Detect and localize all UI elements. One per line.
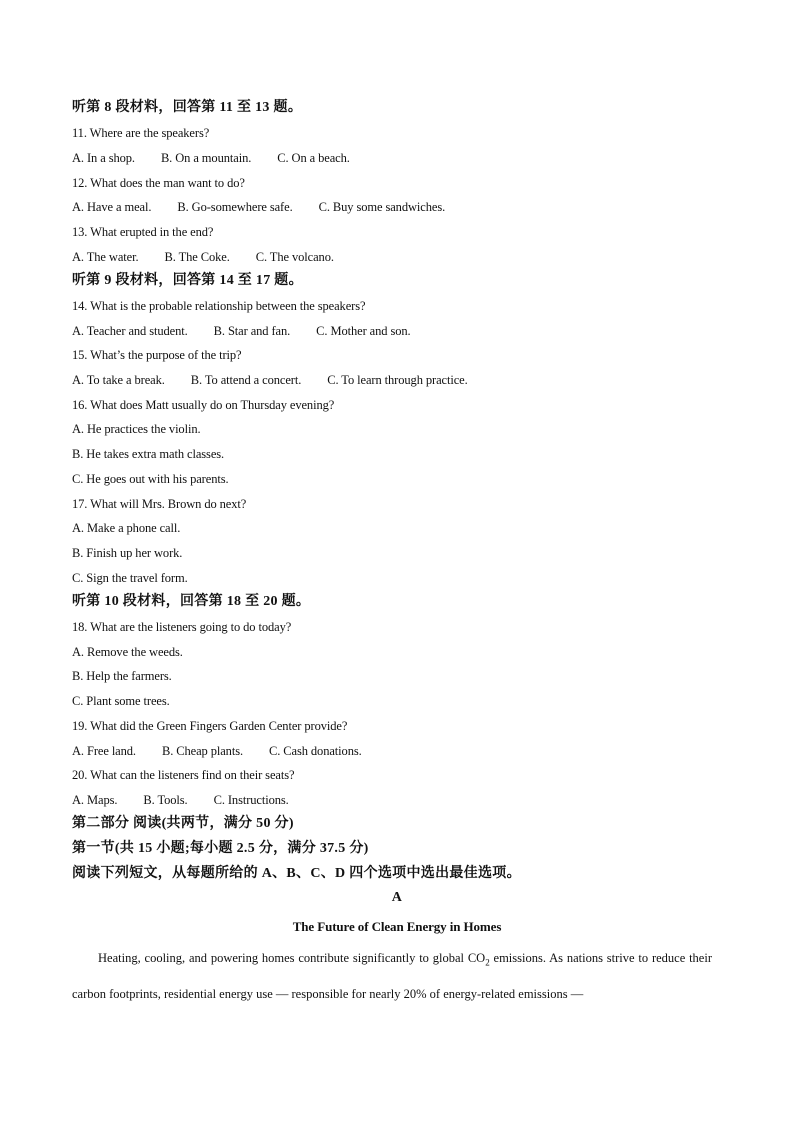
question-18: 18. What are the listeners going to do today? (72, 620, 292, 634)
option-a: A. Free land. (72, 744, 136, 758)
question-16-option-c: C. He goes out with his parents. (72, 472, 229, 486)
question-11: 11. Where are the speakers? (72, 126, 210, 140)
option-c: C. Buy some sandwiches. (318, 200, 446, 214)
section-9-heading: 听第 9 段材料，回答第 14 至 17 题。 (72, 273, 303, 288)
section-10-heading: 听第 10 段材料，回答第 18 至 20 题。 (72, 594, 311, 609)
question-12-options (72, 199, 445, 215)
question-15: 15. What’s the purpose of the trip? (72, 348, 242, 362)
option-b: B. Cheap plants. (161, 744, 243, 758)
option-b: B. Tools. (143, 793, 188, 807)
question-17-option-a: A. Make a phone call. (72, 521, 181, 535)
passage-letter: A (391, 890, 403, 905)
question-20-options (72, 792, 289, 808)
passage-title: The Future of Clean Energy in Homes (292, 919, 502, 934)
option-a: A. To take a break. (72, 373, 165, 387)
option-c: C. Mother and son. (316, 324, 411, 338)
option-a: A. Have a meal. (72, 200, 152, 214)
question-15-options (72, 372, 468, 388)
question-18-option-b: B. Help the farmers. (72, 669, 172, 683)
question-20: 20. What can the listeners find on their seats? (72, 768, 295, 782)
option-b: B. Star and fan. (213, 324, 291, 338)
option-c: C. On a beach. (277, 151, 350, 165)
section-1-heading: 第一节(共 15 小题;每小题 2.5 分，满分 37.5 分) (72, 841, 369, 856)
question-13-options (72, 249, 334, 265)
reading-instruction: 阅读下列短文，从每题所给的 A、B、C、D 四个选项中选出最佳选项。 (72, 866, 521, 881)
question-11-options (72, 150, 350, 166)
option-b: B. Go-somewhere safe. (177, 200, 293, 214)
option-c: C. To learn through practice. (327, 373, 468, 387)
question-19-options (72, 743, 362, 759)
question-17: 17. What will Mrs. Brown do next? (72, 497, 247, 511)
option-b: B. The Coke. (164, 250, 230, 264)
question-14-options (72, 323, 411, 339)
passage-text-start: Heating, cooling, and powering homes contribute significantly to global CO (98, 951, 486, 965)
option-c: C. The volcano. (255, 250, 334, 264)
option-a: A. Teacher and student. (72, 324, 188, 338)
passage-text-end: emissions. As nations strive to reduce their carbon footprints, residential energy use — responsible for nearly 20% of energy-related emissions — (72, 951, 712, 1001)
question-16-option-b: B. He takes extra math classes. (72, 447, 225, 461)
option-c: C. Cash donations. (269, 744, 362, 758)
option-a: A. The water. (72, 250, 139, 264)
question-16-option-a: A. He practices the violin. (72, 422, 201, 436)
section-8-heading: 听第 8 段材料，回答第 11 至 13 题。 (72, 100, 303, 115)
option-a: A. Maps. (72, 793, 118, 807)
part-2-heading: 第二部分 阅读(共两节，满分 50 分) (72, 816, 294, 831)
question-17-option-b: B. Finish up her work. (72, 546, 183, 560)
option-a: A. In a shop. (72, 151, 135, 165)
question-18-option-c: C. Plant some trees. (72, 694, 170, 708)
question-14: 14. What is the probable relationship between the speakers? (72, 299, 366, 313)
passage-paragraph (72, 943, 712, 1010)
option-b: B. To attend a concert. (190, 373, 302, 387)
option-c: C. Instructions. (213, 793, 289, 807)
option-b: B. On a mountain. (160, 151, 252, 165)
question-19: 19. What did the Green Fingers Garden Center provide? (72, 719, 348, 733)
question-17-option-c: C. Sign the travel form. (72, 571, 188, 585)
question-12: 12. What does the man want to do? (72, 176, 245, 190)
co2-subscript: 2 (485, 957, 490, 968)
question-13: 13. What erupted in the end? (72, 225, 214, 239)
question-18-option-a: A. Remove the weeds. (72, 645, 183, 659)
question-16: 16. What does Matt usually do on Thursday evening? (72, 398, 335, 412)
